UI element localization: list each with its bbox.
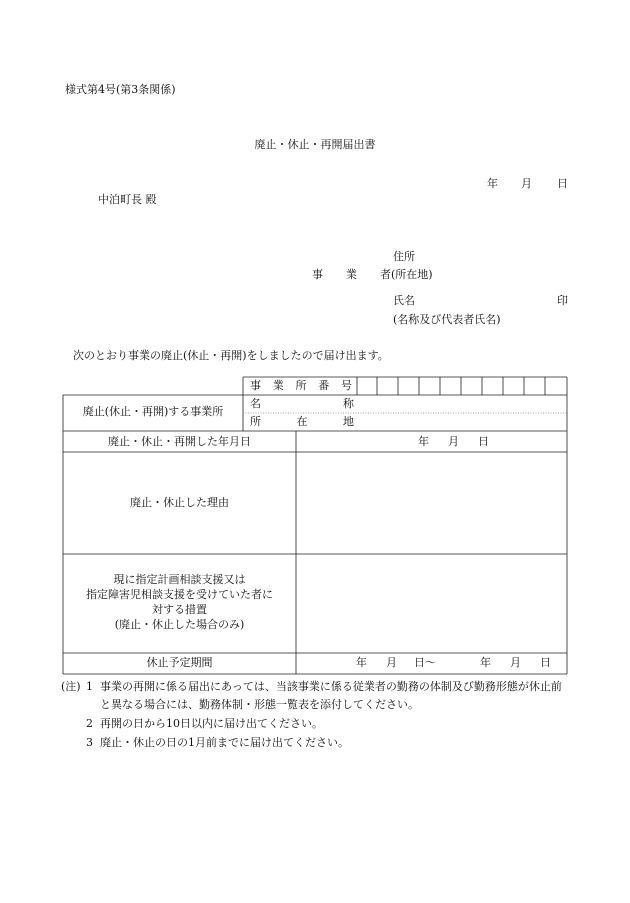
reason-input[interactable]	[300, 455, 564, 551]
period-end-year: 年	[480, 656, 491, 669]
measures-label-line-3: 対する措置	[152, 603, 207, 616]
note-number: 1	[86, 680, 93, 693]
office-name-char: 名	[250, 397, 261, 410]
office-location-label	[250, 415, 354, 429]
measures-label-line-1: 現に指定計画相談支援又は	[113, 573, 246, 586]
office-number-char: 番	[318, 379, 330, 392]
office-number-label	[250, 379, 352, 393]
office-name-label	[250, 397, 354, 411]
period-end-day: 日	[540, 656, 551, 669]
date-month-label: 月	[521, 177, 532, 190]
period-start-year: 年	[356, 656, 367, 669]
name-label: 氏名	[393, 294, 415, 307]
address-label: 住所	[393, 250, 415, 263]
period-start-month: 月	[386, 656, 397, 669]
addressee: 中泊町長 殿	[98, 193, 157, 206]
period-start-day: 日～	[414, 656, 436, 669]
office-section-label: 廃止(休止・再開)する事業所	[82, 405, 224, 418]
office-location-char: 在	[296, 415, 308, 428]
note-number: 3	[86, 736, 93, 749]
office-number-char: 業	[272, 379, 284, 392]
document-title: 廃止・休止・再開届出書	[254, 138, 376, 151]
notes-mark: (注)	[61, 680, 81, 693]
seal-mark: 印	[557, 294, 568, 307]
note-number: 2	[86, 717, 93, 730]
measures-label-line-2: 指定障害児相談支援を受けていた者に	[86, 588, 273, 601]
business-char-1: 事	[312, 268, 323, 281]
office-name-input[interactable]	[360, 395, 565, 413]
change-date-day: 日	[478, 435, 489, 448]
period-end-month: 月	[510, 656, 521, 669]
change-date-label: 廃止・休止・再開した年月日	[108, 435, 251, 448]
note-text: 再開の日から10日以内に届け出てください。	[100, 717, 323, 730]
name-note: (名称及び代表者氏名)	[393, 313, 501, 326]
office-number-input[interactable]	[357, 377, 567, 395]
office-number-char: 所	[295, 379, 307, 392]
note-text: 廃止・休止の日の1月前までに届け出てください。	[100, 736, 349, 749]
business-char-2: 業	[346, 268, 357, 281]
form-number: 様式第4号(第3条関係)	[65, 83, 176, 96]
office-number-char: 号	[341, 379, 352, 392]
suspension-period-label: 休止予定期間	[146, 656, 213, 669]
office-location-char: 地	[343, 415, 354, 428]
intro-text: 次のとおり事業の廃止(休止・再開)をしましたので届け出ます。	[73, 349, 389, 362]
measures-label-line-4: (廃止・休止した場合のみ)	[114, 618, 245, 631]
measures-input[interactable]	[300, 557, 564, 650]
date-year-label: 年	[487, 177, 498, 190]
reason-label: 廃止・休止した理由	[130, 496, 229, 509]
office-number-char: 事	[250, 379, 261, 392]
change-date-year: 年	[418, 435, 429, 448]
office-location-input[interactable]	[360, 413, 565, 431]
change-date-month: 月	[448, 435, 459, 448]
business-label-tail: 者(所在地)	[380, 268, 433, 281]
office-location-char: 所	[250, 415, 261, 428]
note-text: 事業の再開に係る届出にあっては、当該事業に係る従業者の勤務の体制及び勤務形態が休止前と異なる場合には、勤務体制・形態一覧表を添付してください。	[100, 680, 562, 711]
office-name-char: 称	[343, 397, 354, 410]
date-day-label: 日	[557, 177, 568, 190]
